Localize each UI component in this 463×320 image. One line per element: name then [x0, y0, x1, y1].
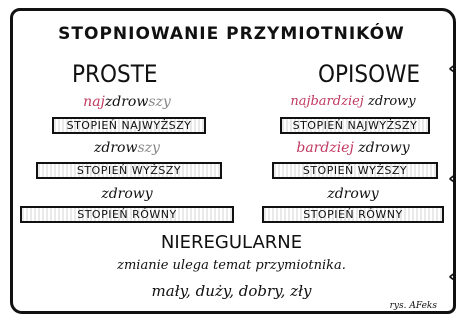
arrow-mark: ‹	[448, 168, 456, 189]
stair-opisowe	[258, 94, 448, 234]
arrow-mark: ‹	[448, 266, 456, 287]
mid-word: zdrowszy	[94, 140, 160, 156]
base-word: zdrowy	[101, 186, 153, 202]
arrow-mark: ‹	[448, 58, 456, 79]
base-word: zdrowy	[327, 186, 379, 202]
page-title: STOPNIOWANIE PRZYMIOTNIKÓW	[58, 24, 405, 44]
band-mid: STOPIEŃ WYŻSZY	[36, 162, 222, 179]
band-base: STOPIEŃ RÓWNY	[20, 206, 234, 223]
stair-proste	[16, 94, 236, 234]
signature: rys. AFeks	[389, 301, 437, 311]
band-top: STOPIEŃ NAJWYŻSZY	[280, 117, 430, 134]
top-word: najbardziej zdrowy	[290, 94, 416, 109]
irregular-examples: mały, duży, dobry, zły	[151, 282, 312, 300]
band-top: STOPIEŃ NAJWYŻSZY	[52, 117, 206, 134]
band-mid: STOPIEŃ WYŻSZY	[272, 162, 438, 179]
top-word: najzdrowszy	[83, 94, 171, 110]
heading-proste: PROSTE	[72, 60, 158, 88]
heading-opisowe: OPISOWE	[318, 60, 421, 88]
band-base: STOPIEŃ RÓWNY	[262, 206, 444, 223]
irregular-heading: NIEREGULARNE	[160, 232, 303, 253]
mid-word: bardziej zdrowy	[296, 140, 410, 156]
irregular-note: zmianie ulega temat przymiotnika.	[117, 258, 346, 273]
